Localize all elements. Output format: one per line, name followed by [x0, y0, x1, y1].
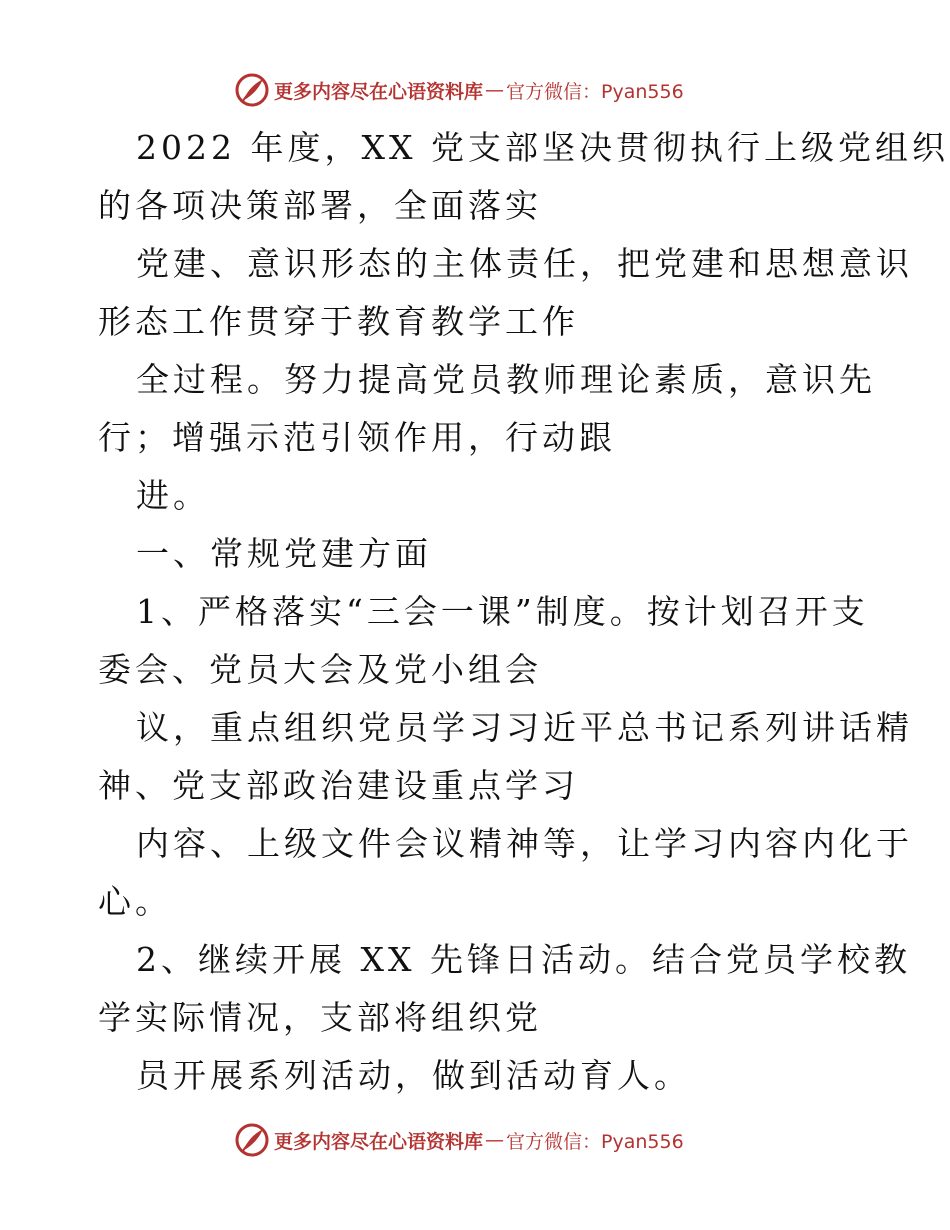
- text-line: 2、继续开展 XX 先锋日活动。结合党员学校教: [136, 940, 911, 979]
- text-line: 心。: [98, 882, 172, 921]
- text-line: 员开展系列活动，做到活动育人。: [136, 1056, 691, 1095]
- watermark-wechat: 官方微信：Pyan556: [506, 80, 684, 103]
- watermark-wechat: 官方微信：Pyan556: [506, 1130, 684, 1153]
- text-line: 1、严格落实“三会一课”制度。按计划召开支: [136, 592, 869, 631]
- text-line: 全过程。努力提高党员教师理论素质，意识先: [136, 360, 876, 399]
- text-line: 2022 年度，XX 党支部坚决贯彻执行上级党组织: [136, 128, 949, 167]
- section-heading: 一、常规党建方面: [136, 534, 432, 573]
- text-line: 党建、意识形态的主体责任，把党建和思想意识: [136, 244, 913, 283]
- footer-watermark: [234, 1120, 684, 1160]
- watermark-separator: —: [485, 79, 505, 101]
- watermark-text: 更多内容尽在心语资料库: [274, 80, 484, 103]
- text-line: 进。: [136, 476, 210, 515]
- text-line: 形态工作贯穿于教育教学工作: [98, 302, 579, 341]
- text-line: 学实际情况，支部将组织党: [98, 998, 542, 1037]
- text-line: 神、党支部政治建设重点学习: [98, 766, 579, 805]
- watermark-text: 更多内容尽在心语资料库: [274, 1130, 484, 1153]
- text-line: 议，重点组织党员学习习近平总书记系列讲话精: [136, 708, 913, 747]
- text-line: 内容、上级文件会议精神等，让学习内容内化于: [136, 824, 913, 863]
- text-line: 的各项决策部署，全面落实: [98, 186, 542, 225]
- quill-logo-icon: [234, 1122, 270, 1158]
- quill-logo-icon: [234, 72, 270, 108]
- text-line: 委会、党员大会及党小组会: [98, 650, 542, 689]
- watermark-separator: —: [485, 1129, 505, 1151]
- text-line: 行；增强示范引领作用，行动跟: [98, 418, 616, 457]
- header-watermark: [234, 70, 684, 110]
